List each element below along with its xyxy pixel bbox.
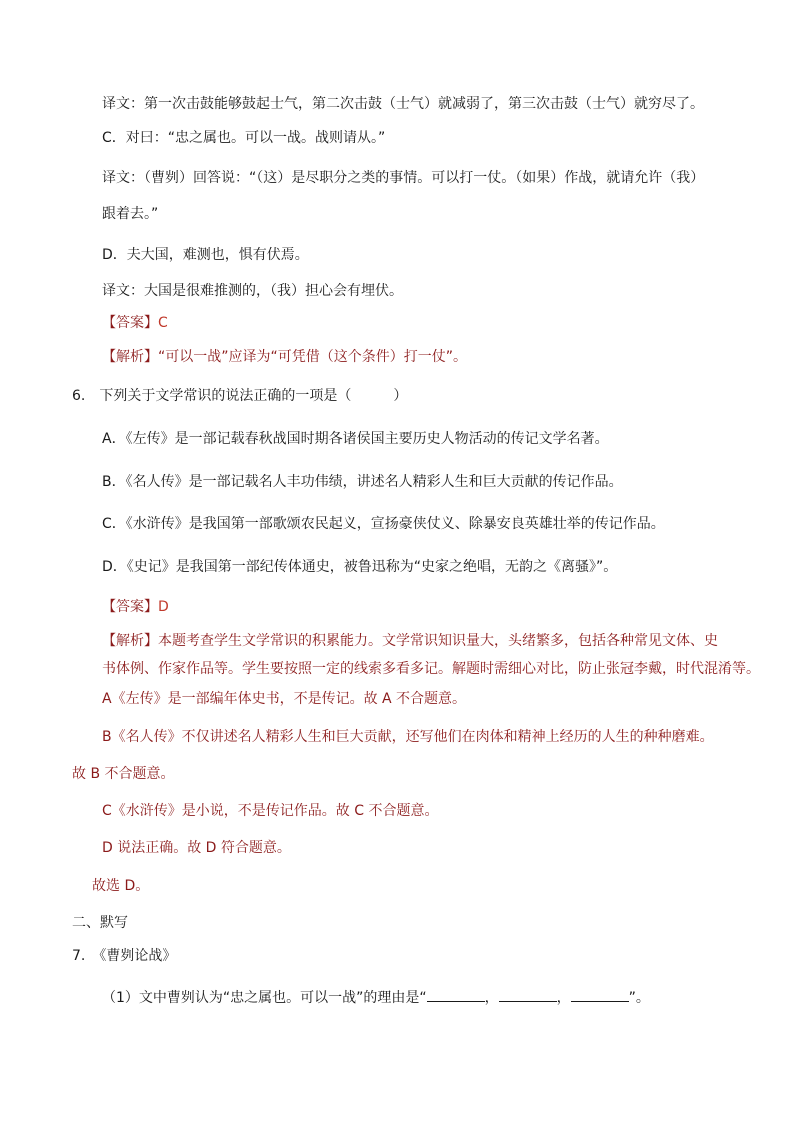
separator-2: ，: [556, 990, 571, 1006]
q6-option-b: B．《名人传》是一部记载名人丰功伟绩，讲述名人精彩人生和巨大贡献的传记作品。: [102, 474, 623, 490]
q5-b-translation: 译文：第一次击鼓能够鼓起士气，第二次击鼓（士气）就减弱了，第三次击鼓（士气）就穷尽了。: [102, 96, 704, 112]
q6-stem: 6. 下列关于文学常识的说法正确的一项是（ ）: [72, 388, 408, 404]
analysis-text: “可以一战”应译为“可凭借（这个条件）打一仗”。: [158, 349, 468, 365]
q7-sub1-suffix: ”。: [628, 990, 650, 1006]
q6-analysis-line2: 书体例、作家作品等。学生要按照一定的线索多看多记。解题时需细心对比，防止张冠李戴，时代混淆等。: [102, 661, 760, 677]
analysis-label: 【解析】: [102, 633, 158, 649]
answer-value: D: [158, 599, 169, 615]
q6-answer: [102, 597, 169, 617]
blank-1[interactable]: [427, 987, 485, 1002]
blank-3[interactable]: [571, 987, 629, 1002]
q5-answer: [102, 313, 168, 333]
q5-option-d: D．夫大国，难测也，惧有伏焉。: [102, 247, 309, 263]
answer-label: 【答案】: [102, 599, 158, 615]
q5-c-translation-line1: 译文：（曹刿）回答说：“（这）是尽职分之类的事情。可以打一仗。（如果）作战，就请允许（我）: [102, 170, 705, 186]
q6-analysis-b-line1: B《名人传》不仅讲述名人精彩人生和巨大贡献，还写他们在肉体和精神上经历的人生的种种磨难。: [102, 729, 714, 745]
q6-analysis-c: C《水浒传》是小说，不是传记作品。故 C 不合题意。: [102, 803, 439, 819]
separator-1: ，: [484, 990, 499, 1006]
q7-sub1: [102, 987, 650, 1008]
analysis-label: 【解析】: [102, 349, 158, 365]
q6-analysis-a: A《左传》是一部编年体史书，不是传记。故 A 不合题意。: [102, 691, 467, 707]
answer-value: C: [158, 315, 168, 331]
q6-analysis-d: D 说法正确。故 D 符合题意。: [102, 840, 291, 856]
answer-label: 【答案】: [102, 315, 158, 331]
q6-conclusion: 故选 D。: [92, 878, 150, 894]
q6-option-a: A．《左传》是一部记载春秋战国时期各诸侯国主要历史人物活动的传记文学名著。: [102, 431, 609, 447]
q6-analysis-line1: [102, 631, 718, 651]
q5-d-translation: 译文：大国是很难推测的，（我）担心会有埋伏。: [102, 283, 403, 299]
blank-2[interactable]: [499, 987, 557, 1002]
q6-option-c: C．《水浒传》是我国第一部歌颂农民起义，宣扬豪侠仗义、除暴安良英雄壮举的传记作品。: [102, 516, 665, 532]
analysis-text-1: 本题考查学生文学常识的积累能力。文学常识知识量大，头绪繁多，包括各种常见文体、史: [158, 633, 718, 649]
q7-sub1-prefix: （1）文中曹刿认为“忠之属也。可以一战”的理由是“: [102, 990, 427, 1006]
q5-option-c: C．对曰：“忠之属也。可以一战。战则请从。”: [102, 130, 386, 146]
section-title: 二、默写: [72, 915, 128, 931]
q5-c-translation-line2: 跟着去。”: [102, 206, 159, 222]
q6-analysis-b-line2: 故 B 不合题意。: [72, 766, 175, 782]
q7-stem: 7. 《曹刿论战》: [72, 948, 177, 964]
q6-option-d: D．《史记》是我国第一部纪传体通史，被鲁迅称为“史家之绝唱，无韵之《离骚》”。: [102, 559, 618, 575]
q5-analysis: [102, 347, 467, 367]
